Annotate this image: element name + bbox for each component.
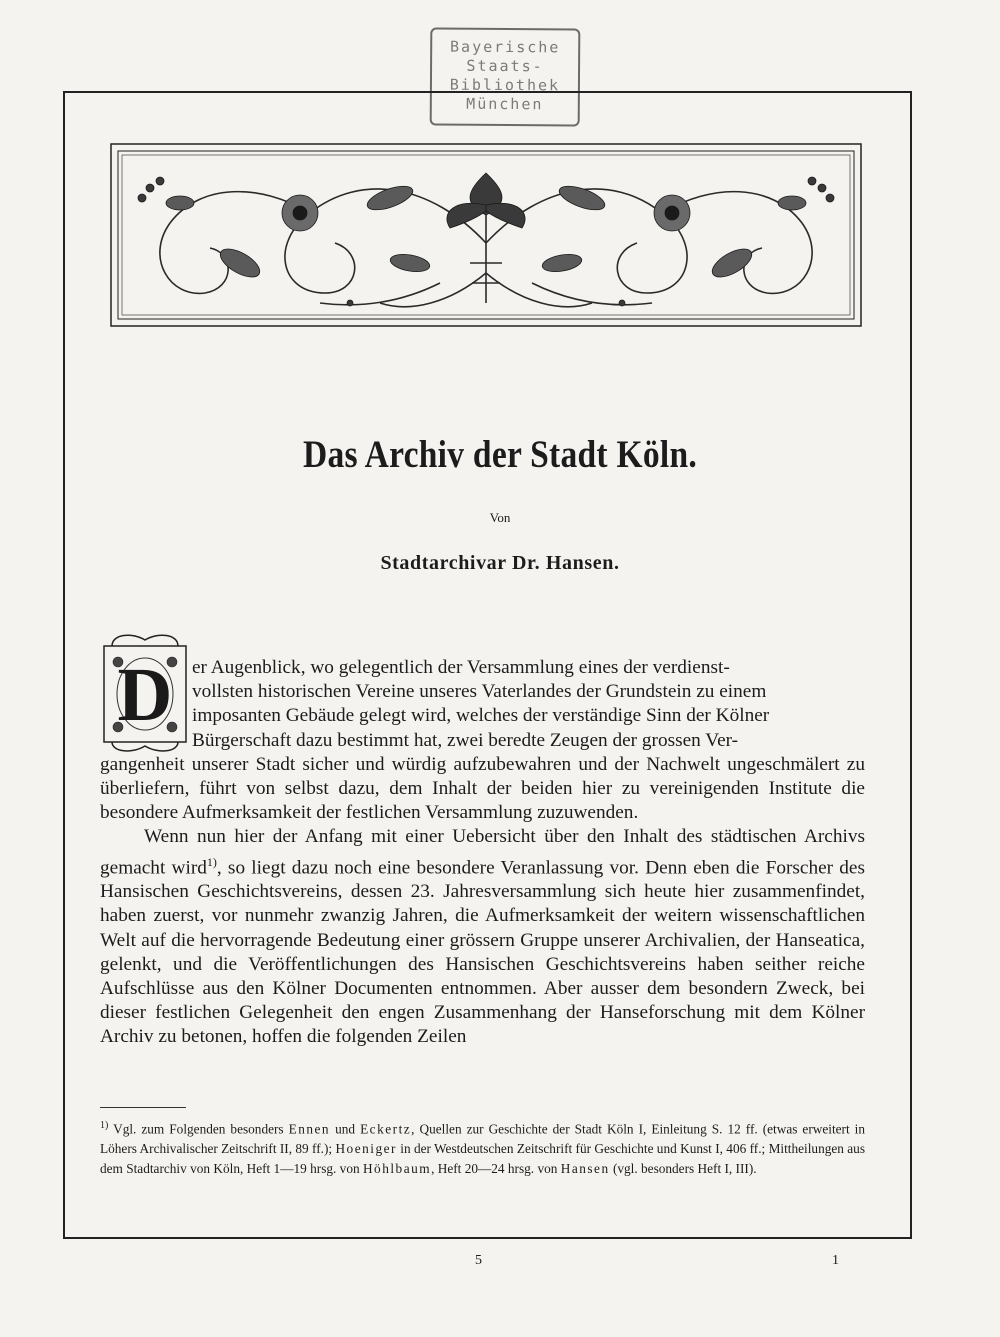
stamp-line-1: Bayerische — [449, 37, 561, 57]
paragraph-2-text-b: , so liegt dazu noch eine besondere Veranlassung vor. Denn eben die Forscher des Hansischen Geschichtsvereins, dessen 23. Jahresversammlung sich heute hier zusammenfindet, haben zuerst, vor nunmehr zwanzig Jahren, die Aufmerksamkeit der weitern wissenschaftlichen Welt auf die hervorragende Bedeutung einer grössern Gruppe unserer Archivalien, der Hanseatica, gelenkt, und die Veröffentlichungen des Hansischen Geschichtsvereins haben seither reiche Aufschlüsse aus den Kölner Documenten entnommen. Aber ausser dem besondern Zweck, bei dieser festlichen Gelegenheit den engen Zusammenhang der Hanseforschung mit dem Kölner Archiv zu betonen, hoffen die folgenden Zeilen — [100, 857, 865, 1048]
paragraph-1-line-2: vollsten historischen Vereine unseres Vaterlandes der Grundstein zu einem — [192, 681, 767, 703]
footnote-mark: 1) — [100, 1120, 109, 1131]
paragraph-2-text-a: Wenn nun hier der Anfang mit einer Uebersicht über den Inhalt des städtischen Archivs gemacht wird — [100, 826, 865, 879]
paragraph-1-line-1: er Augenblick, wo gelegentlich der Versammlung eines der verdienst- — [192, 657, 730, 678]
footnote-author-name: Hoeniger — [335, 1141, 397, 1157]
footnote-text: (vgl. besonders Heft I, III). — [609, 1161, 757, 1177]
author-name: Stadtarchivar Dr. Hansen. — [380, 552, 620, 574]
footnote-author-name: Ennen — [288, 1121, 331, 1137]
stamp-line-4: München — [466, 94, 544, 114]
footnote-author-name: Höhlbaum — [362, 1161, 432, 1177]
signature-number: 1 — [832, 1253, 839, 1268]
stamp-line-3: Bibliothek — [449, 75, 561, 95]
footnote — [100, 1116, 865, 1179]
footnote-author-name: Eckertz — [360, 1121, 412, 1137]
stamp-line-2: Staats- — [466, 56, 544, 76]
paragraph-2 — [100, 825, 865, 1049]
ornamental-header-banner — [110, 143, 862, 327]
footnote-text: , Heft 20—24 hrsg. von — [431, 1161, 561, 1177]
page-number: 5 — [475, 1253, 482, 1268]
paragraph-1-rest: gangenheit unserer Stadt sicher und würdig aufzubewahren und der Nachwelt ungeschmälert zu überliefern, führt von selbst dazu, dem Inhalt der beiden hier zu vereinigenden Institute die besondere Aufmerksamkeit der festlichen Versammlung zuzuwenden. — [100, 753, 865, 824]
footnote-reference[interactable]: 1) — [206, 854, 217, 869]
paragraph-1-line-4: Bürgerschaft dazu bestimmt hat, zwei beredte Zeugen der grossen Ver- — [192, 729, 739, 751]
footnote-author-name: Hansen — [560, 1161, 610, 1177]
byline-von: Von — [489, 510, 511, 525]
footnote-rule — [100, 1107, 186, 1108]
footnote-text: , Quellen zur Geschichte der Stadt Köln I, Einleitung S. 12 ff. (etwas erweitert in Löhers Archivalischer Zeitschrift II, 89 ff.); — [100, 1121, 866, 1157]
article-title: Das Archiv der Stadt Köln. — [302, 433, 698, 476]
footnote-text: Vgl. zum Folgenden besonders — [108, 1121, 289, 1137]
paragraph-1 — [100, 656, 865, 825]
footnote-text: und — [330, 1121, 361, 1137]
footnote-text: in der Westdeutschen Zeitschrift für Geschichte und Kunst I, 406 ff.; Mittheilungen aus dem Stadtarchiv von Köln, Heft 1—19 hrsg. von — [100, 1141, 865, 1177]
article-body — [100, 656, 865, 1050]
drop-cap-letter: D — [117, 653, 173, 737]
paragraph-1-line-3: imposanten Gebäude gelegt wird, welches der verständige Sinn der Kölner — [192, 705, 770, 727]
